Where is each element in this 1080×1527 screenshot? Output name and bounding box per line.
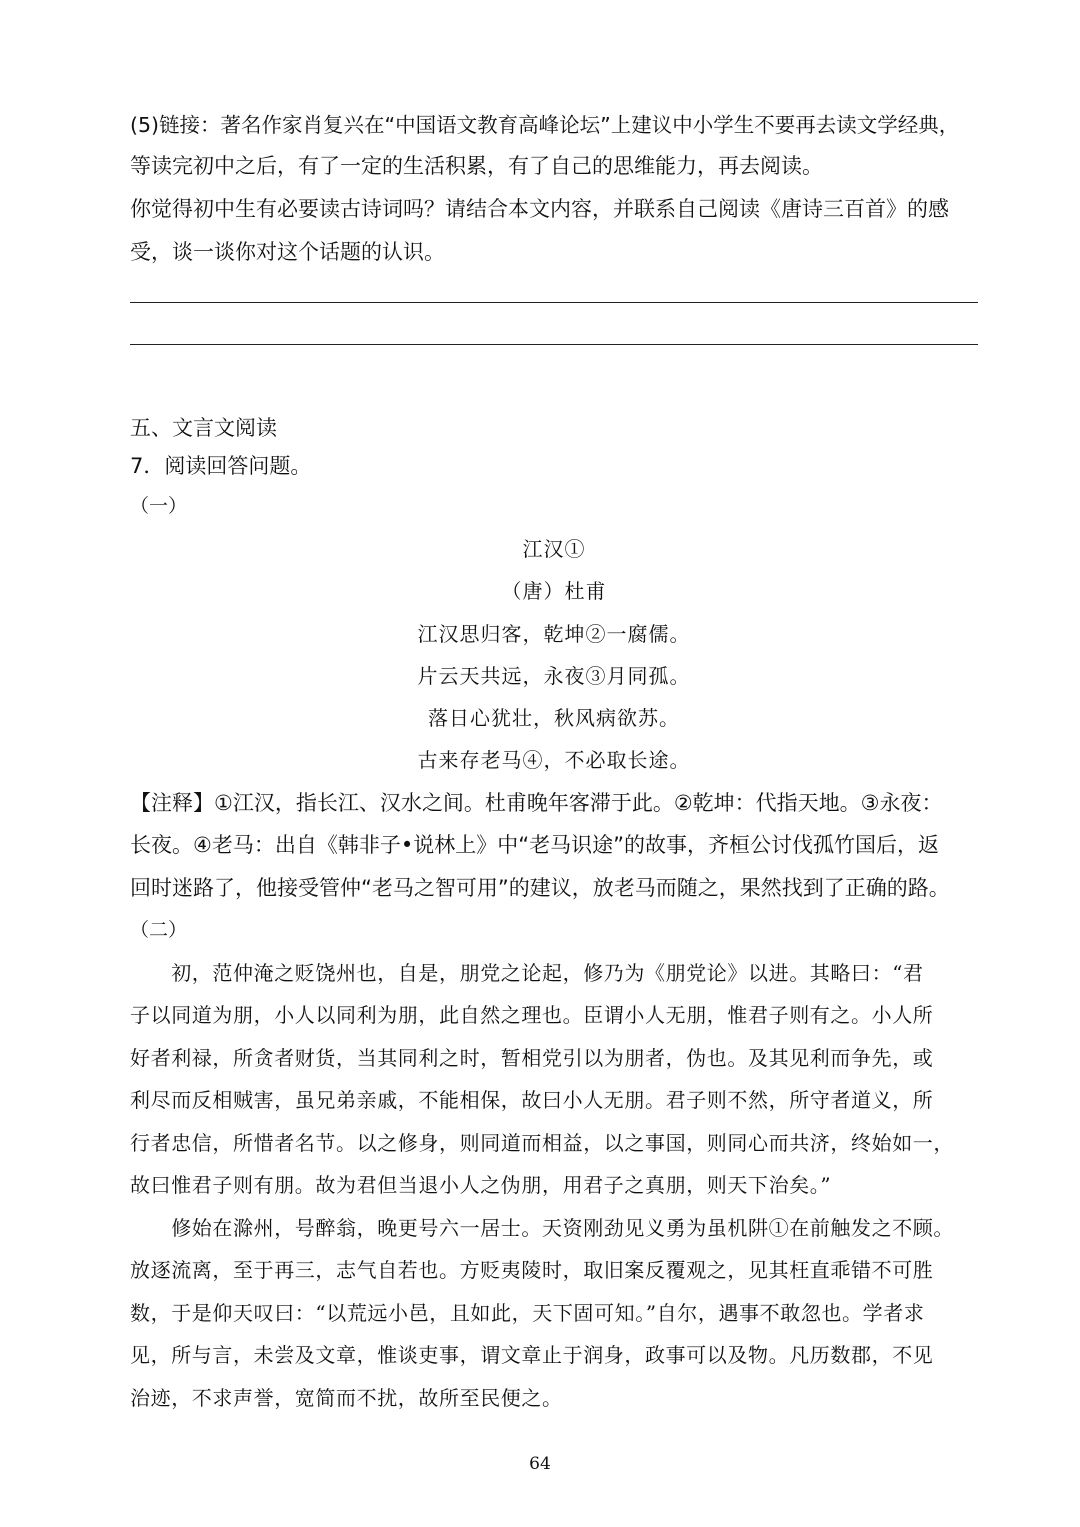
poem-title: 江汉① <box>522 537 586 561</box>
q5-line-1: (5)链接：著名作家肖复兴在“中国语文教育高峰论坛”上建议中小学生不要再去读文学经典， <box>130 113 960 137</box>
notes-line-1: 【注释】①江汉，指长江、汉水之间。杜甫晚年客滞于此。②乾坤：代指天地。③永夜： <box>130 791 943 815</box>
prose-line-11: 治迹，不求声誉，宽简而不扰，故所至民便之。 <box>130 1386 563 1410</box>
prose-line-7: 修始在滁州，号醉翁，晚更号六一居士。天资刚劲见义勇为虽机阱①在前触发之不顾。 <box>130 1216 954 1240</box>
q5-line-2: 等读完初中之后，有了一定的生活积累，有了自己的思维能力，再去阅读。 <box>130 154 823 178</box>
page-number: 64 <box>529 1454 551 1474</box>
q5-line-3: 你觉得初中生有必要读古诗词吗？请结合本文内容，并联系自己阅读《唐诗三百首》的感 <box>130 197 949 221</box>
part-two-label: （二） <box>130 919 188 941</box>
poem-line-4: 古来存老马④，不必取长途。 <box>417 748 691 772</box>
prose-line-3: 好者利禄，所贪者财货，当其同利之时，暂相党引以为朋者，伪也。及其见利而争先，或 <box>130 1046 934 1070</box>
prose-line-1: 初，范仲淹之贬饶州也，自是，朋党之论起，修乃为《朋党论》以进。其略曰：“君 <box>130 961 924 985</box>
prose-line-5: 行者忠信，所惜者名节。以之修身，则同道而相益，以之事国，则同心而共济，终始如一， <box>130 1131 954 1155</box>
prose-line-4: 利尽而反相贼害，虽兄弟亲戚，不能相保，故曰小人无朋。君子则不然，所守者道义，所 <box>130 1088 934 1112</box>
poem-author: （唐）杜甫 <box>501 579 607 603</box>
poem-line-1: 江汉思归客，乾坤②一腐儒。 <box>417 622 691 646</box>
notes-line-3: 回时迷路了，他接受管仲“老马之智可用”的建议，放老马而随之，果然找到了正确的路。 <box>130 876 950 900</box>
prose-line-9: 数，于是仰天叹曰：“以荒远小邑，且如此，天下固可知。”自尔，遇事不敢忽也。学者求 <box>130 1301 925 1325</box>
prose-line-6: 故曰惟君子则有朋。故为君但当退小人之伪朋，用君子之真朋，则天下治矣。” <box>130 1173 832 1197</box>
part-one-label: （一） <box>130 495 188 517</box>
answer-line-2[interactable] <box>130 344 978 345</box>
answer-line-1[interactable] <box>130 302 978 303</box>
poem-line-2: 片云天共远，永夜③月同孤。 <box>417 664 691 688</box>
question-7: 7．阅读回答问题。 <box>130 454 312 478</box>
prose-line-8: 放逐流离，至于再三，志气自若也。方贬夷陵时，取旧案反覆观之，见其枉直乖错不可胜 <box>130 1258 934 1282</box>
section-heading: 五、文言文阅读 <box>130 416 277 440</box>
q5-line-4: 受，谈一谈你对这个话题的认识。 <box>130 240 445 264</box>
notes-line-2: 长夜。④老马：出自《韩非子•说林上》中“老马识途”的故事，齐桓公讨伐孤竹国后，返 <box>130 833 939 857</box>
poem-line-3: 落日心犹壮，秋风病欲苏。 <box>428 706 680 730</box>
prose-line-10: 见，所与言，未尝及文章，惟谈吏事，谓文章止于润身，政事可以及物。凡历数郡，不见 <box>130 1343 934 1367</box>
prose-line-2: 子以同道为朋，小人以同利为朋，此自然之理也。臣谓小人无朋，惟君子则有之。小人所 <box>130 1003 934 1027</box>
